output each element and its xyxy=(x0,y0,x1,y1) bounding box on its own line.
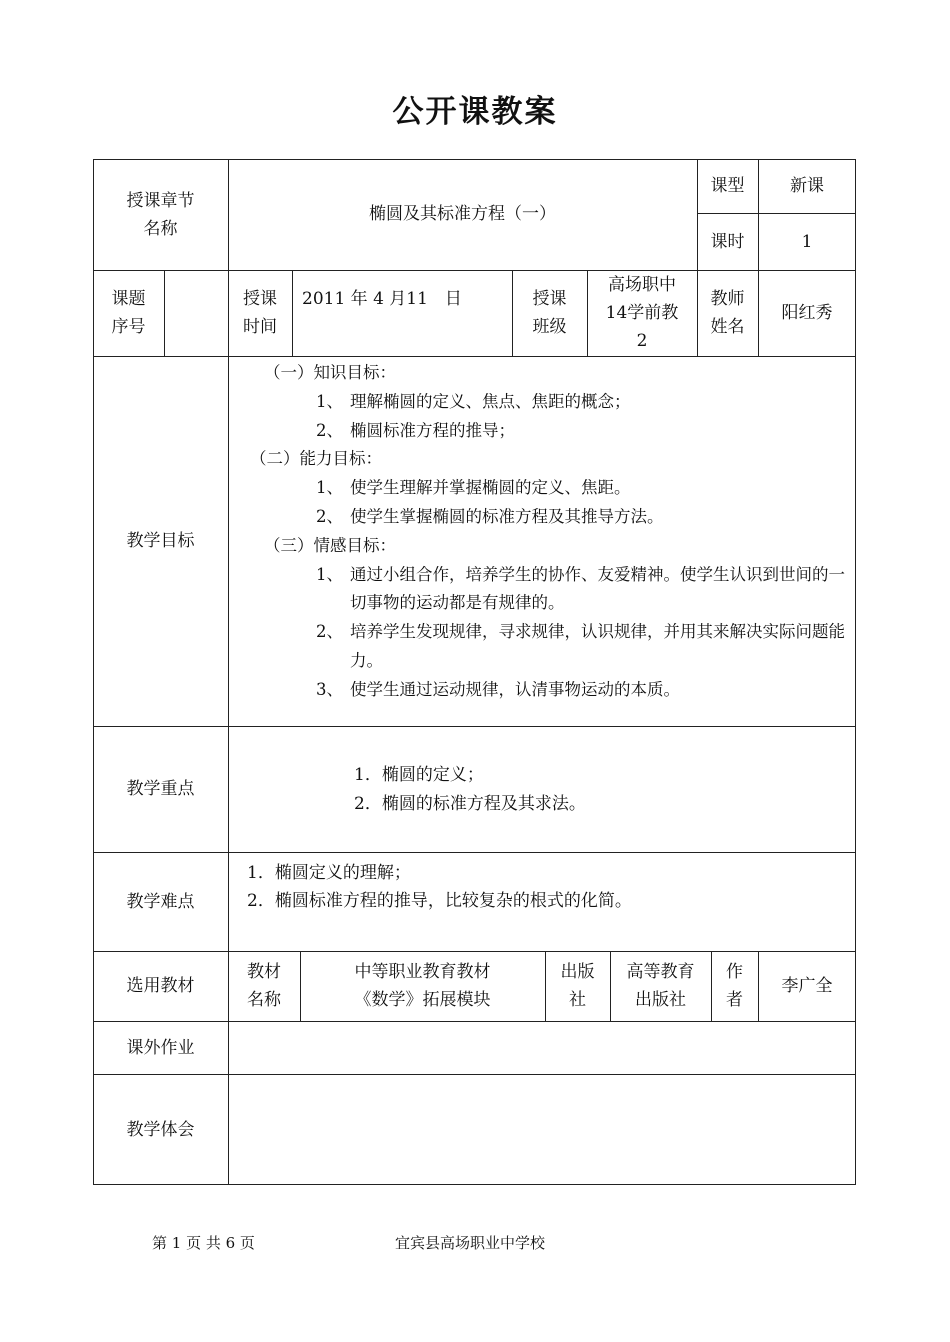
textbook-name-label-cell xyxy=(228,951,300,1021)
class-label-cell xyxy=(512,270,587,356)
knowledge-goal-heading: （一）知识目标： xyxy=(264,363,396,382)
lesson-type-label: 课型 xyxy=(710,176,745,196)
class-label-line2: 班级 xyxy=(532,317,567,337)
teach-time-label-line2: 时间 xyxy=(243,317,277,337)
topic-seq-value xyxy=(164,270,228,356)
goal-item xyxy=(240,618,852,676)
goal-text: 通过小组合作，培养学生的协作、友爱精神。使学生认识到世间的一切事物的运动都是有规律的。 xyxy=(350,564,845,613)
publisher-value-cell xyxy=(610,951,711,1021)
goal-number: 1、 xyxy=(316,478,343,498)
class-value-line3: 2 xyxy=(636,331,648,351)
goal-number: 3、 xyxy=(316,679,343,699)
reflection-label: 教学体会 xyxy=(126,1119,195,1140)
chapter-title: 椭圆及其标准方程（一） xyxy=(369,204,556,224)
author-label-cell xyxy=(711,951,758,1021)
goal-text: 使学生通过运动规律，认清事物运动的本质。 xyxy=(350,679,680,699)
publisher-label-line2: 社 xyxy=(569,990,586,1010)
textbook-name-label-line1: 教材 xyxy=(247,962,281,982)
goal-number: 2、 xyxy=(316,622,343,642)
chapter-label-cell xyxy=(93,159,228,270)
hours-value: 1 xyxy=(801,231,813,252)
homework-label: 课外作业 xyxy=(126,1037,195,1058)
textbook-name-line2: 《数学》拓展模块 xyxy=(354,990,491,1010)
goal-number: 2、 xyxy=(316,420,343,440)
teach-time-value: 2011 年 4 月11 日 xyxy=(302,289,462,309)
topic-seq-label-cell xyxy=(93,270,164,356)
teacher-name: 阳红秀 xyxy=(781,303,833,323)
difficulty-2: 2．椭圆标准方程的推导，比较复杂的根式的化简。 xyxy=(247,891,632,911)
goal-item xyxy=(240,417,852,446)
emotion-goal-heading: （三）情感目标： xyxy=(264,535,396,555)
teacher-label-cell xyxy=(697,270,758,356)
difficulty-1: 1．椭圆定义的理解； xyxy=(247,863,411,883)
key-points-label: 教学重点 xyxy=(126,779,195,799)
goal-item xyxy=(240,474,852,503)
author-label-line1: 作 xyxy=(726,962,743,982)
class-value-line2: 14学前教 xyxy=(605,303,679,323)
key-point-1: 1．椭圆的定义； xyxy=(354,765,484,785)
goal-text: 培养学生发现规律，寻求规律，认识规律，并用其来解决实际问题能力。 xyxy=(350,622,845,670)
textbook-name-label-line2: 名称 xyxy=(247,990,281,1010)
publisher-label-line1: 出版 xyxy=(560,962,595,982)
publisher-label-cell xyxy=(545,951,610,1021)
teach-time-label-line1: 授课 xyxy=(243,289,277,309)
lesson-type-value: 新课 xyxy=(790,176,824,196)
goal-item xyxy=(240,676,852,705)
chapter-label-line2: 名称 xyxy=(143,218,178,239)
column-divider xyxy=(292,270,293,356)
class-value-cell xyxy=(587,270,697,356)
textbook-name-line1: 中等职业教育教材 xyxy=(354,962,491,982)
textbook-label: 选用教材 xyxy=(126,976,195,996)
publisher-line1: 高等教育 xyxy=(626,962,695,982)
hours-label: 课时 xyxy=(710,231,745,252)
goal-text: 使学生掌握椭圆的标准方程及其推导方法。 xyxy=(350,506,664,526)
publisher-line2: 出版社 xyxy=(635,990,686,1010)
goal-item xyxy=(240,388,852,417)
objectives-label: 教学目标 xyxy=(126,531,195,551)
goal-number: 1、 xyxy=(316,564,343,584)
objectives-content xyxy=(240,359,852,705)
teach-time-label-cell xyxy=(228,270,292,356)
textbook-name-value-cell xyxy=(300,951,545,1021)
goal-number: 1、 xyxy=(316,391,343,411)
teacher-label-line1: 教师 xyxy=(710,289,745,309)
topic-seq-label-line2: 序号 xyxy=(111,317,146,337)
goal-number: 2、 xyxy=(316,506,343,526)
author-name: 李广全 xyxy=(781,976,833,996)
teacher-label-line2: 姓名 xyxy=(710,317,745,337)
chapter-label-line1: 授课章节 xyxy=(126,190,195,211)
page-title: 公开课教案 xyxy=(392,94,558,130)
difficulties-label: 教学难点 xyxy=(126,891,195,912)
key-point-2: 2．椭圆的标准方程及其求法。 xyxy=(354,794,586,814)
class-value-line1: 高场职中 xyxy=(607,275,676,295)
class-label-line1: 授课 xyxy=(532,289,567,309)
school-name: 宜宾县高场职业中学校 xyxy=(395,1234,546,1252)
goal-text: 椭圆标准方程的推导； xyxy=(350,420,515,440)
goal-text: 使学生理解并掌握椭圆的定义、焦距。 xyxy=(350,478,631,498)
page-number: 第 1 页 共 6 页 xyxy=(152,1234,255,1252)
goal-item xyxy=(240,503,852,532)
topic-seq-label-line1: 课题 xyxy=(111,289,146,309)
ability-goal-heading: （二）能力目标： xyxy=(250,449,382,469)
goal-text: 理解椭圆的定义、焦点、焦距的概念； xyxy=(350,391,631,411)
author-label-line2: 者 xyxy=(726,990,743,1010)
goal-item xyxy=(240,561,852,619)
